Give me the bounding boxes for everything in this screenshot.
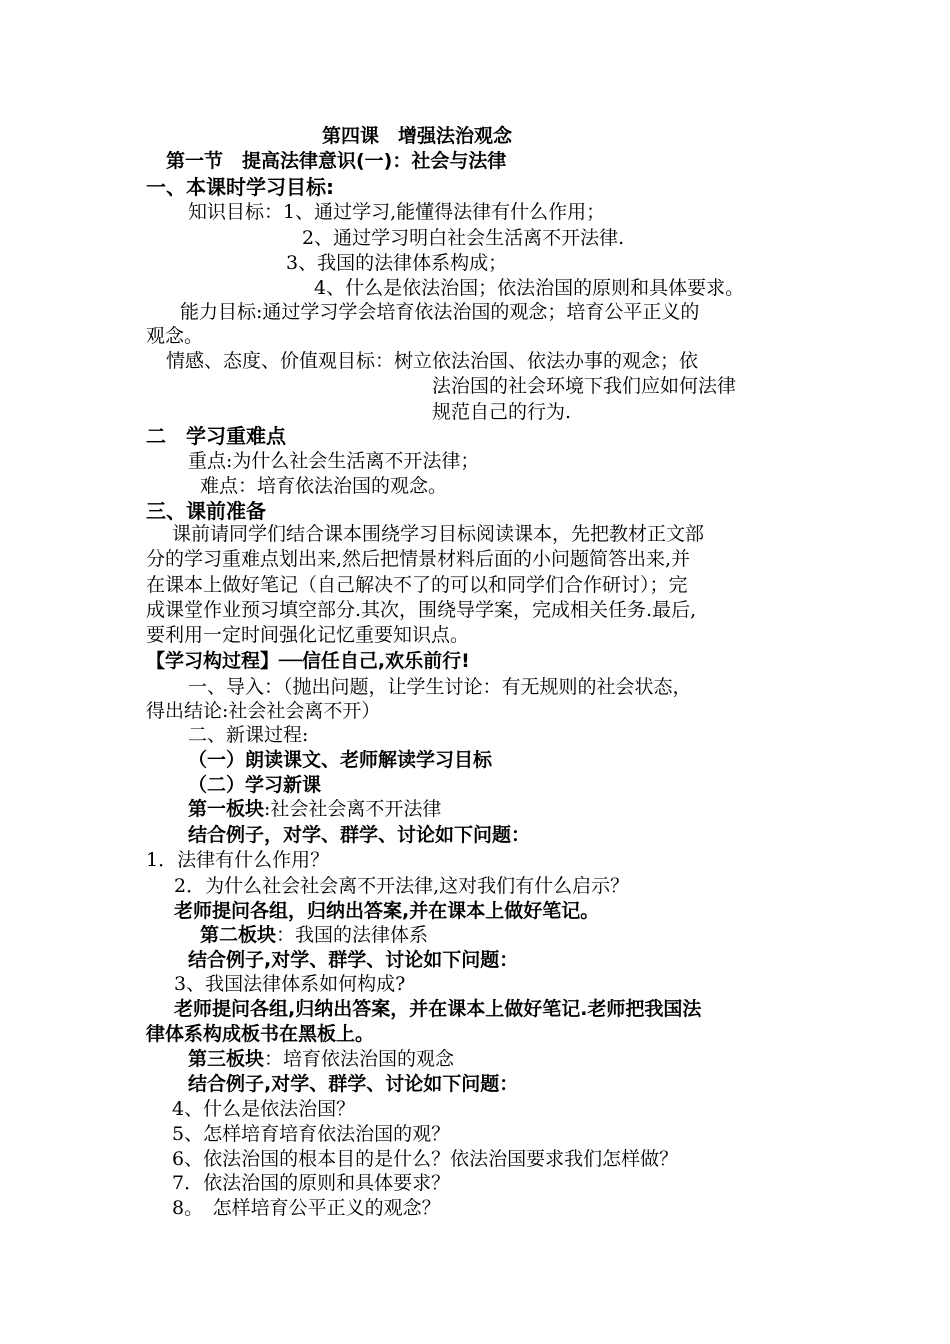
knowledge-goal-4: 4、什么是依法治国；依法治国的原则和具体要求。	[314, 277, 745, 299]
heading-preparation: 三、课前准备	[146, 499, 266, 523]
block-3-text: ：培育依法治国的观念	[264, 1048, 455, 1070]
knowledge-goal-1: 知识目标：1、通过学习,能懂得法律有什么作用；	[188, 201, 606, 223]
block-2-label: 第二板块	[200, 924, 277, 946]
discussion-prompt-1: 结合例子，对学、群学、讨论如下问题：	[188, 824, 531, 846]
step-read-text: （一）朗读课文、老师解读学习目标	[188, 749, 493, 771]
ability-goal-line-2: 观念。	[146, 325, 204, 347]
question-1: 1．法律有什么作用？	[146, 849, 330, 871]
key-point: 重点:为什么社会生活离不开法律；	[188, 450, 480, 472]
heading-learning-process: 【学习构过程】──信任自己,欢乐前行!	[146, 650, 470, 672]
question-5: 5、怎样培育培育依法治国的观？	[172, 1123, 451, 1145]
question-8: 8。 怎样培育公平正义的观念？	[172, 1197, 441, 1219]
block-2-text: ：我国的法律体系	[276, 924, 429, 946]
emotion-goal-line-3: 规范自己的行为.	[432, 401, 572, 423]
intro-line-1: 一、导入：（抛出问题，让学生讨论：有无规则的社会状态，	[188, 676, 692, 698]
question-6: 6、依法治国的根本目的是什么？依法治国要求我们怎样做？	[172, 1148, 679, 1170]
question-3: 3、我国法律体系如何构成?	[174, 973, 406, 995]
question-4: 4、什么是依法治国？	[172, 1098, 356, 1120]
block-1-label: 第一板块	[188, 798, 265, 820]
discussion-prompt-2: 结合例子,对学、群学、讨论如下问题：	[188, 949, 519, 971]
knowledge-goal-2: 2、通过学习明白社会生活离不开法律.	[302, 227, 625, 249]
teacher-note-1: 老师提问各组，归纳出答案,并在课本上做好笔记。	[174, 900, 600, 922]
ability-goal-line-1: 能力目标:通过学习学会培育依法治国的观念；培育公平正义的	[180, 301, 700, 323]
block-1-text: :社会社会离不开法律	[264, 798, 442, 820]
block-1-title	[188, 797, 441, 821]
intro-line-2: 得出结论:社会社会离不开）	[146, 700, 381, 722]
block-2-title	[200, 923, 428, 947]
prep-paragraph-line-5: 要利用一定时间强化记忆重要知识点。	[146, 624, 470, 646]
difficult-point: 难点：培育依法治国的观念。	[200, 475, 448, 497]
emotion-goal-line-2: 法治国的社会环境下我们应如何法律	[432, 375, 737, 397]
heading-key-points: 二 学习重难点	[146, 424, 286, 448]
prep-paragraph-line-1: 课前请同学们结合课本围绕学习目标阅读课本，先把教材正文部	[172, 523, 705, 545]
knowledge-goal-3: 3、我国的法律体系构成；	[286, 252, 508, 274]
section-subtitle: 第一节 提高法律意识(一)：社会与法律	[166, 150, 507, 172]
prep-paragraph-line-3: 在课本上做好笔记（自己解决不了的可以和同学们合作研讨）；完	[146, 574, 688, 596]
question-7: 7．依法治国的原则和具体要求？	[172, 1172, 451, 1194]
emotion-goal-line-1: 情感、态度、价值观目标：树立依法治国、依法办事的观念；依	[166, 350, 699, 372]
question-2: 2．为什么社会社会离不开法律,这对我们有什么启示？	[174, 875, 630, 897]
heading-learning-goals: 一、本课时学习目标:	[146, 175, 334, 199]
prep-paragraph-line-2: 分的学习重难点划出来,然后把情景材料后面的小问题简答出来,并	[146, 548, 691, 570]
block-3-title	[188, 1047, 454, 1071]
lesson-title: 第四课 增强法治观念	[322, 125, 513, 147]
prep-paragraph-line-4: 成课堂作业预习填空部分.其次，围绕导学案，完成相关任务.最后,	[146, 599, 697, 621]
new-lesson-process: 二、新课过程:	[188, 724, 309, 746]
teacher-note-2-line-1: 老师提问各组,归纳出答案，并在课本上做好笔记.老师把我国法	[174, 998, 702, 1020]
block-3-label: 第三板块	[188, 1048, 265, 1070]
step-learn-new: （二）学习新课	[188, 774, 322, 796]
teacher-note-2-line-2: 律体系构成板书在黑板上。	[146, 1023, 375, 1045]
discussion-prompt-3: 结合例子,对学、群学、讨论如下问题：	[188, 1073, 519, 1095]
